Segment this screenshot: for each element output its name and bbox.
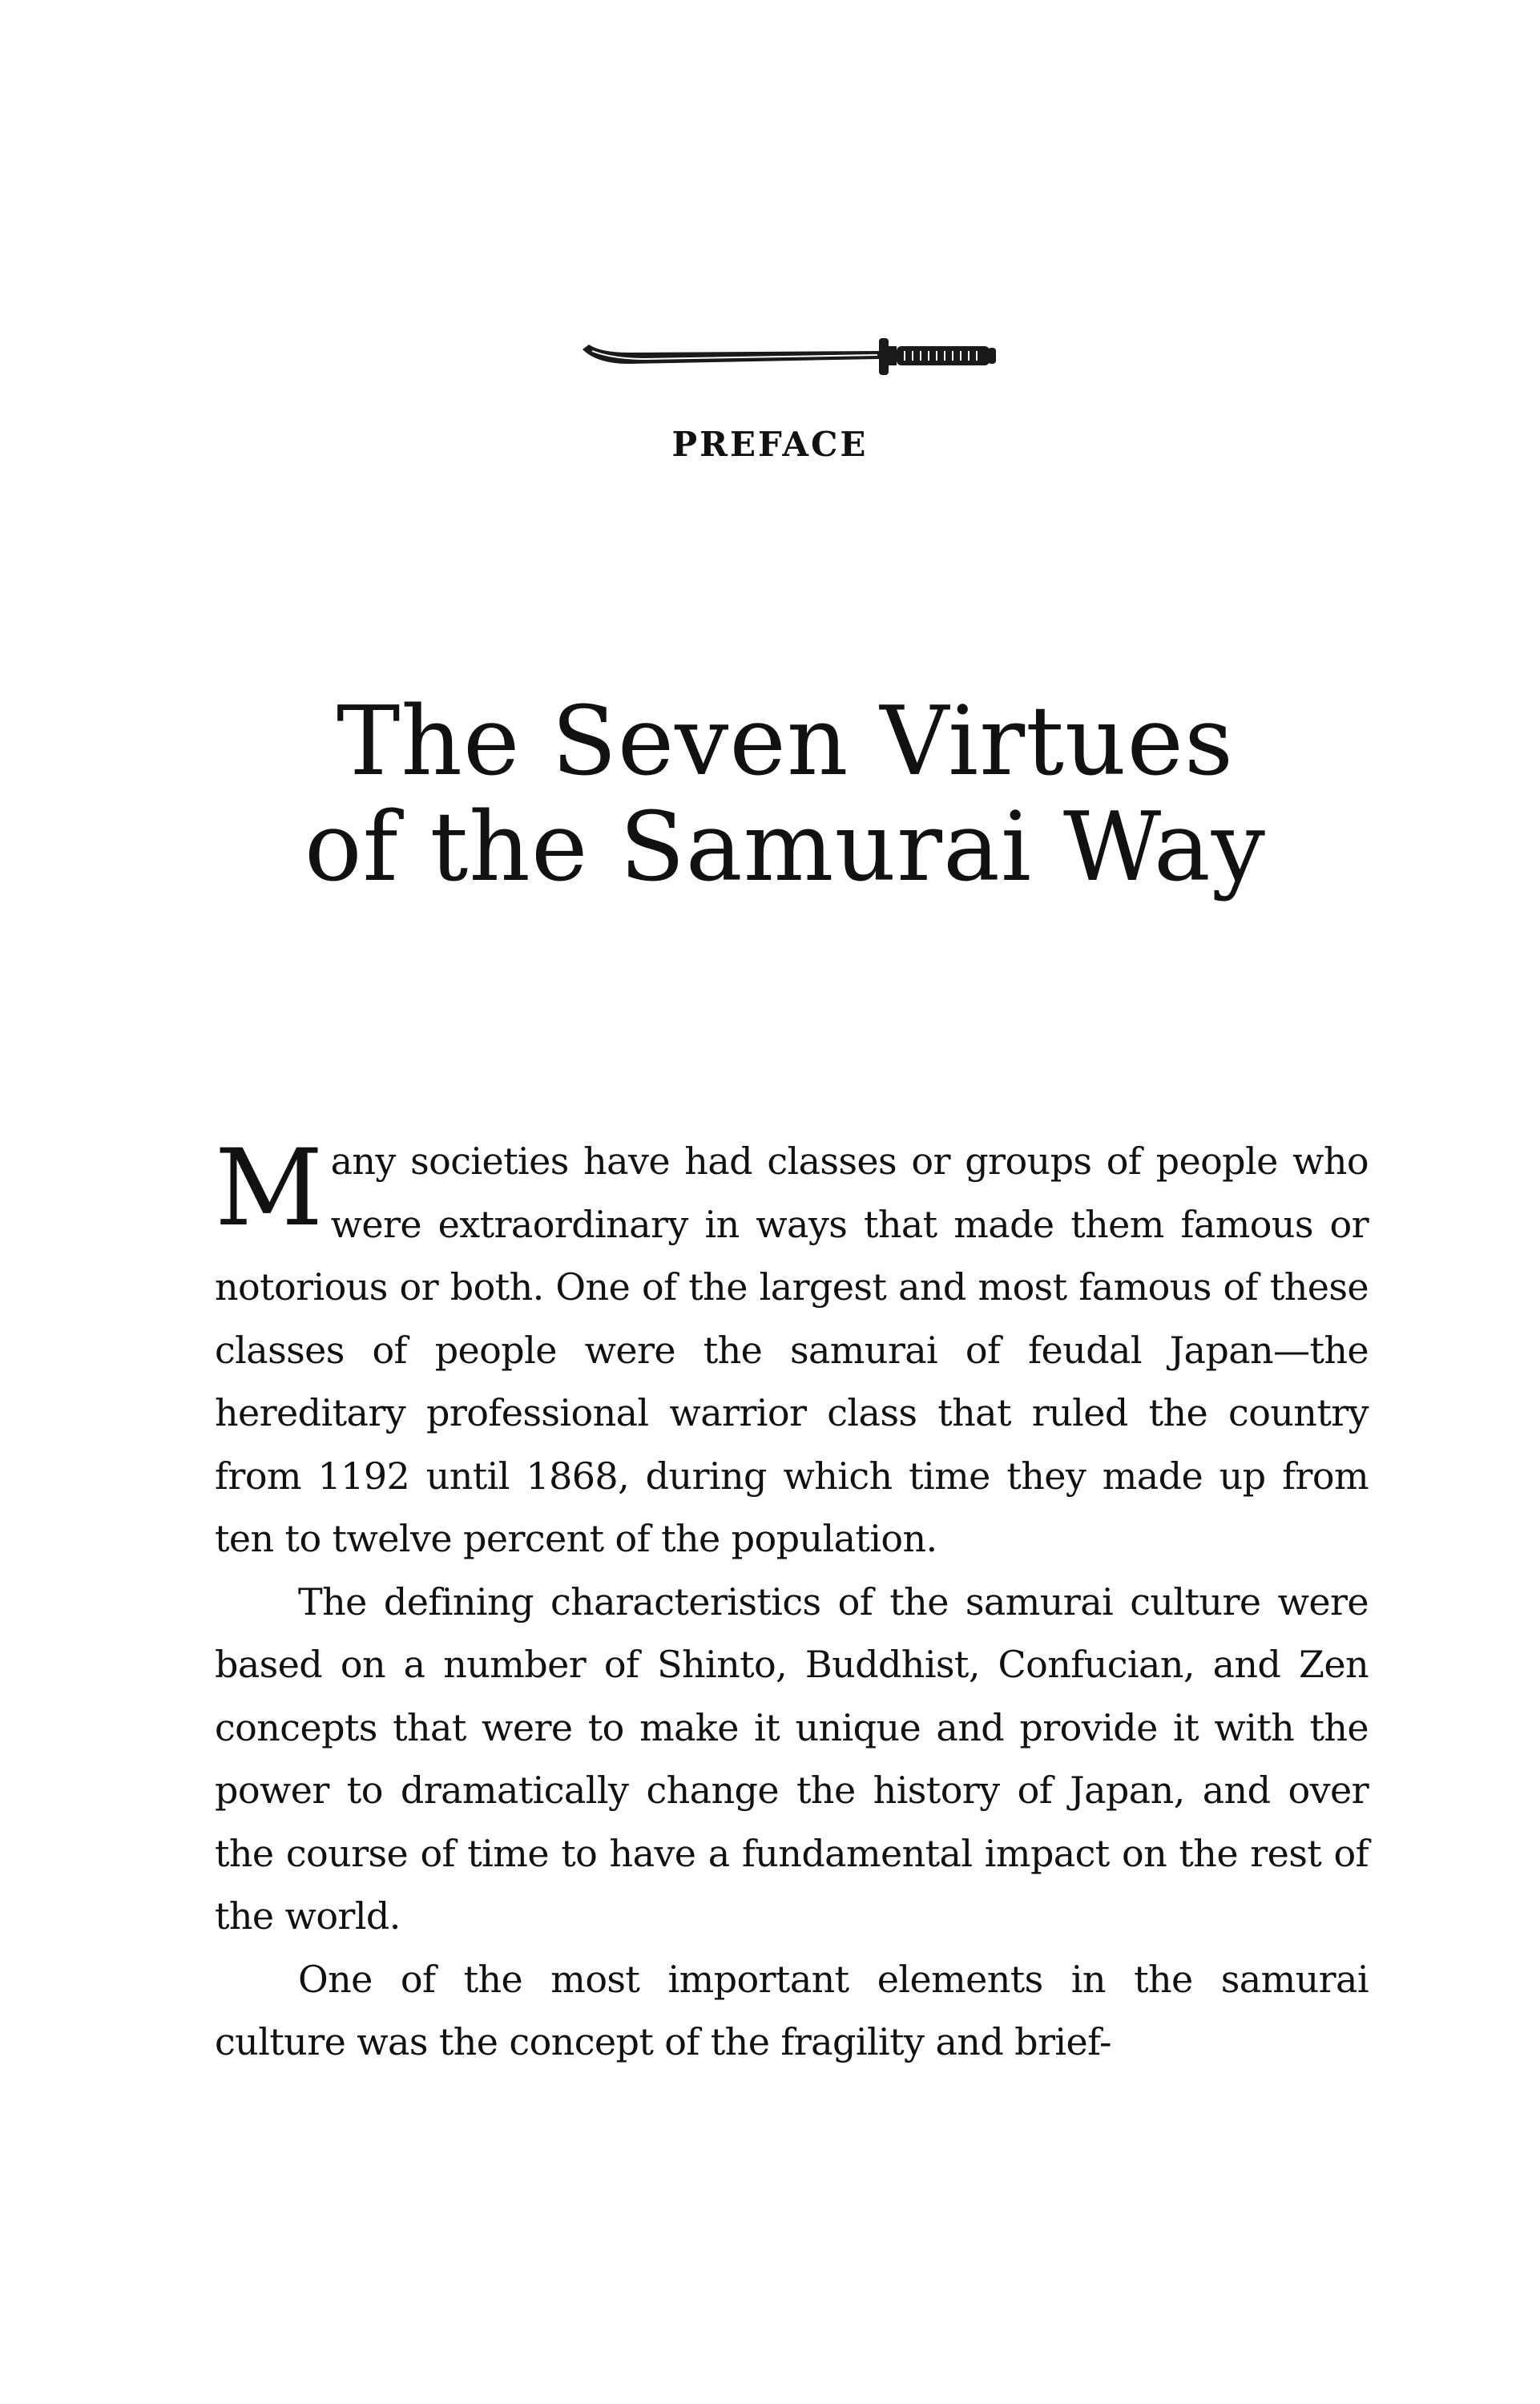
chapter-title-line-1: The Seven Virtues [336,687,1235,797]
paragraph-1-text: any societies have had classes or groups of people who were extraordinary in ways that made them famous or notorious or both. One of the largest and most famous of these classes of people were the samurai of feudal Japan—the hereditary professional warrior class that ruled the country from 1192 until 1868, during which time they made up from ten to twelve percent of the population. [215,1139,1369,1560]
drop-cap: M [215,1127,323,1250]
paragraph-2: The defining characteristics of the samurai culture were based on a number of Shinto, Buddhist, Confucian, and Zen concepts that were to make it unique and provide it with the power to dramatically change the history of Japan, and over the course of time to have a fundamental impact on the rest of the world. [215,1579,1369,1938]
section-label: PREFACE [671,425,869,464]
katana-sword-icon [581,327,998,383]
paragraph-1 [215,1127,1369,1571]
chapter-title [160,689,1410,901]
body-text [215,1127,1369,2074]
paragraph-3: One of the most important elements in the samurai culture was the concept of the fragility and brief- [215,1957,1369,2063]
chapter-title-line-2: of the Samurai Way [304,793,1267,903]
